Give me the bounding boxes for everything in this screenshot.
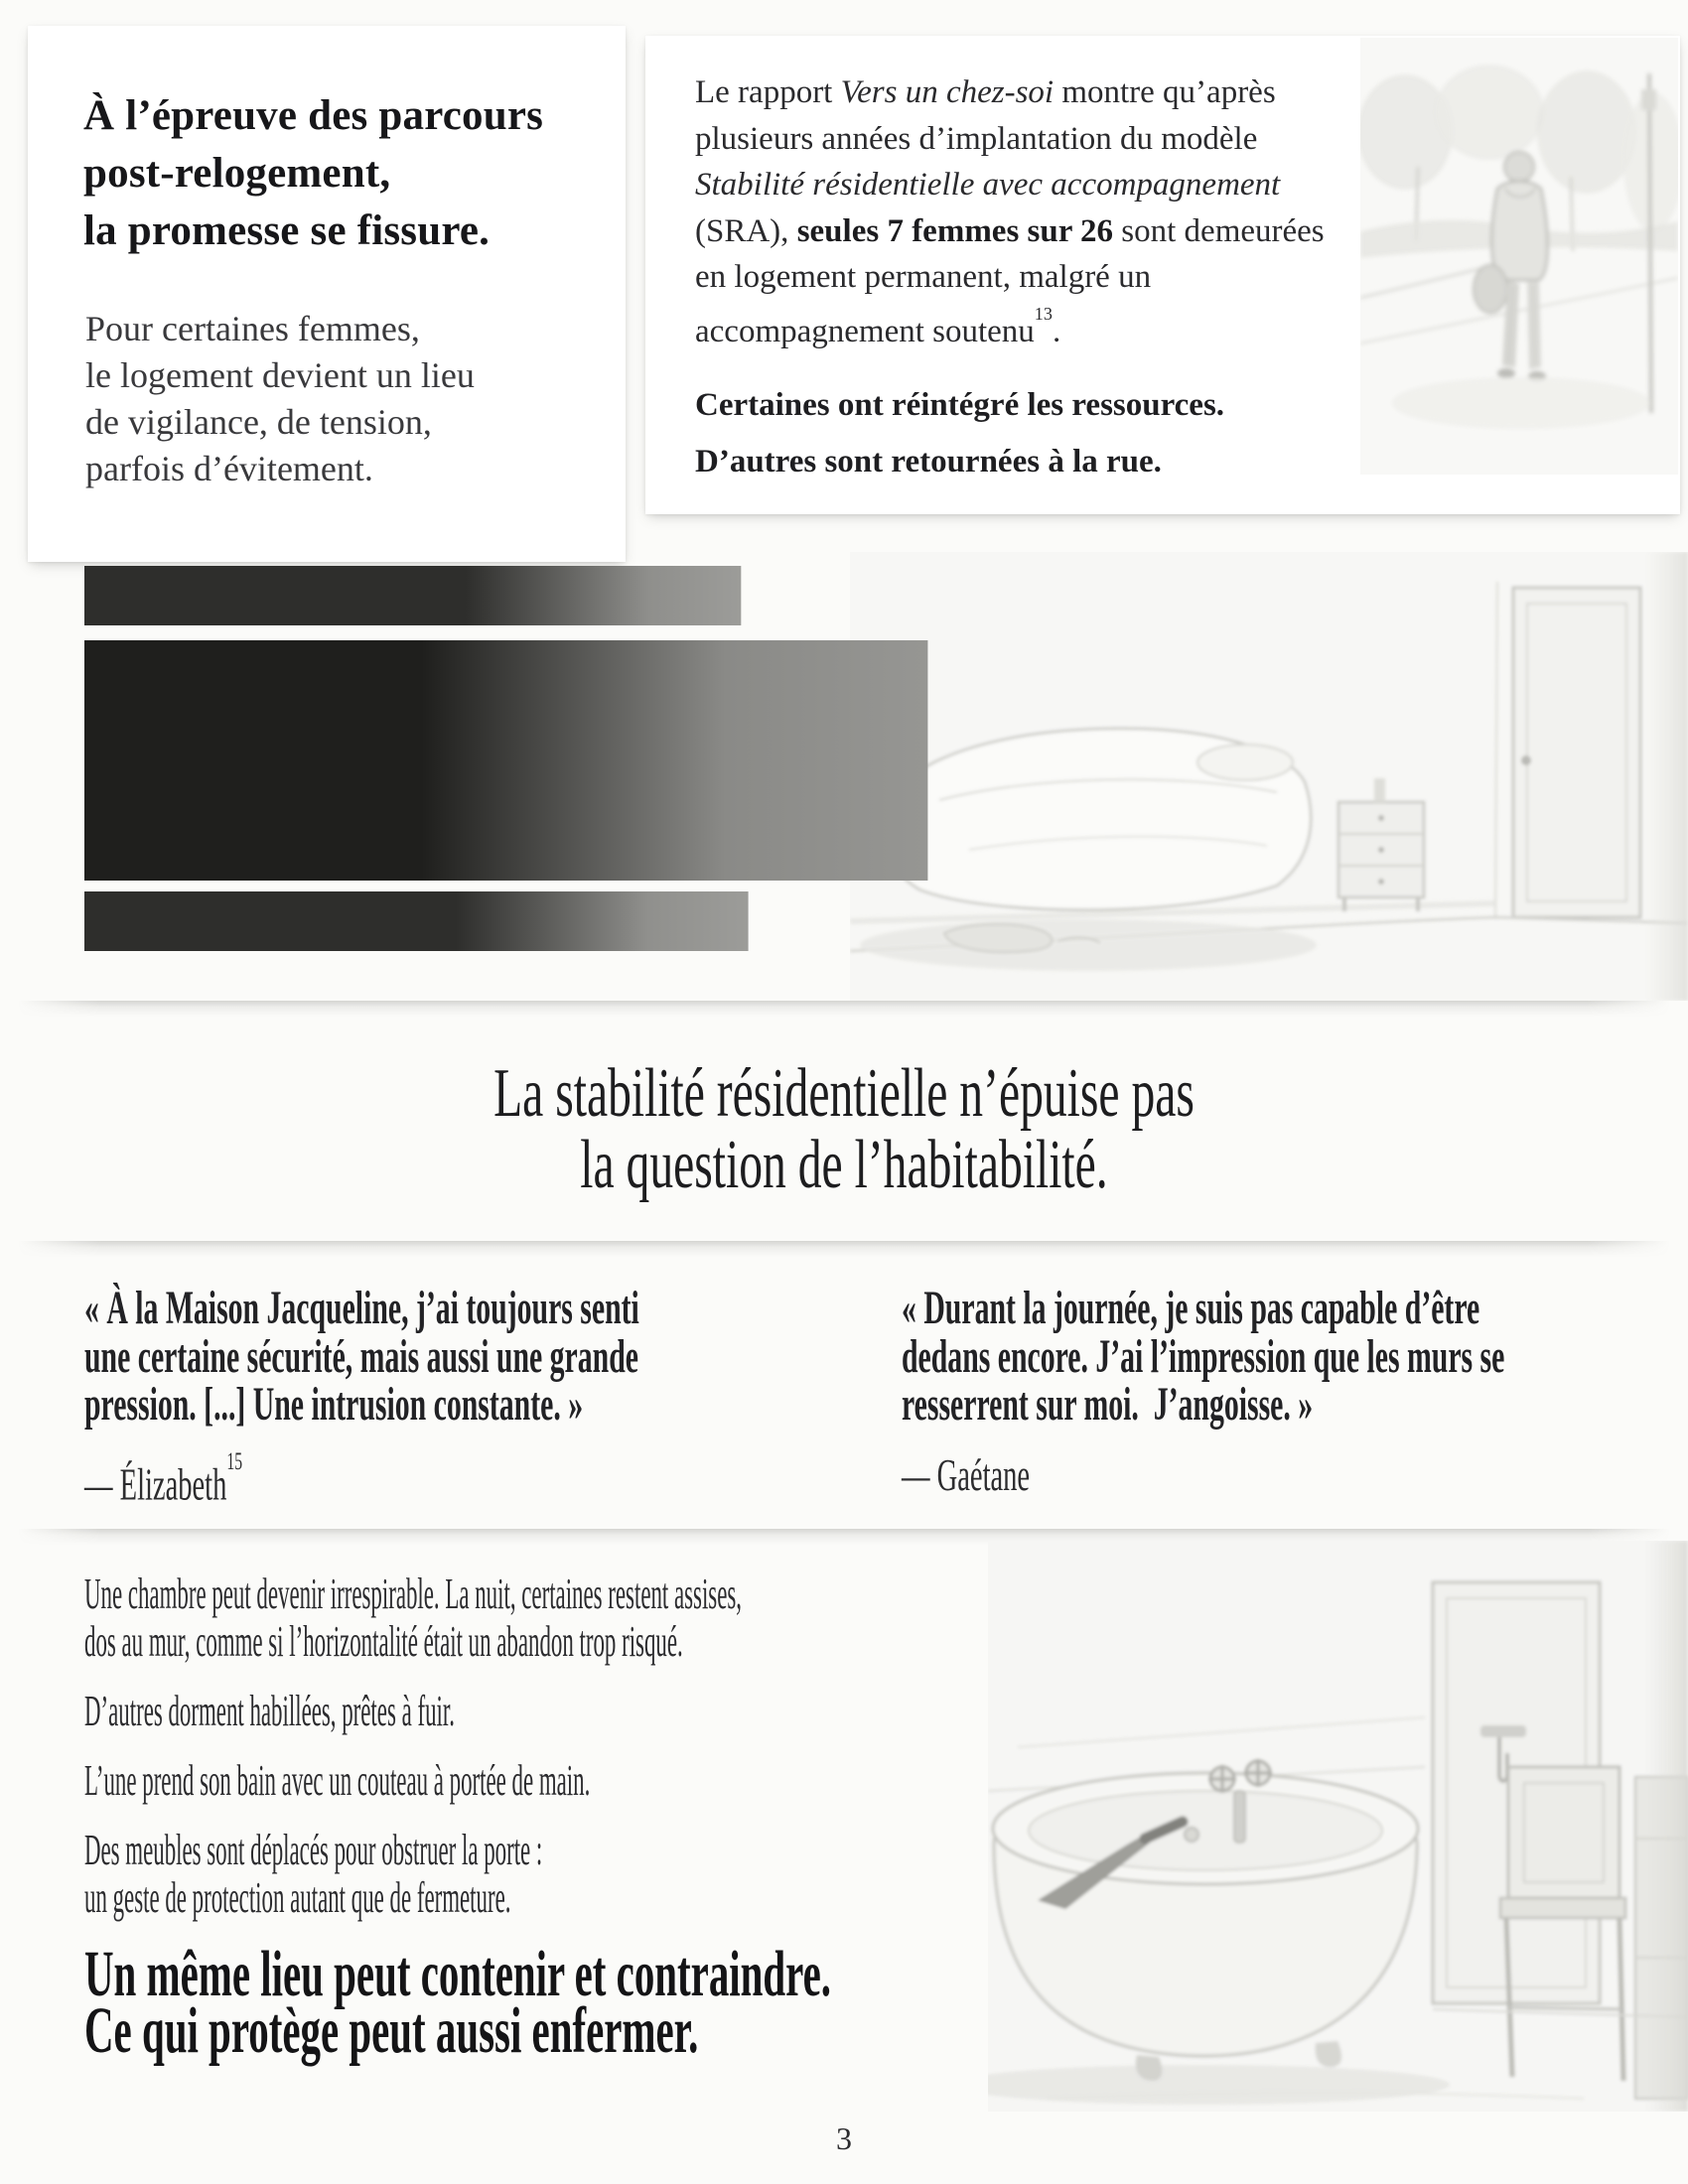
bedroom-illustration — [850, 552, 1688, 1001]
report-text: Le rapport — [695, 74, 841, 110]
cremis-intro — [84, 566, 742, 625]
bathtub-illustration — [988, 1541, 1688, 2112]
intro-card — [28, 26, 626, 562]
attribution-name: — Gaétane — [902, 1448, 1031, 1500]
testimonial-attribution — [84, 1446, 639, 1509]
body-line: Des meubles sont déplacés pour obstruer la porte : — [84, 1826, 543, 1874]
report-text: en logement permanent, malgré un — [695, 259, 1152, 295]
report-text: . — [1052, 313, 1061, 349]
section-divider — [18, 1241, 1670, 1257]
quote-line — [84, 812, 927, 882]
report-text: (SRA), — [695, 212, 797, 249]
testimonial-attribution — [902, 1448, 1504, 1500]
report-emphasis-2: D’autres sont retournées à la rue. — [695, 444, 1162, 479]
heading-line: la question de l’habitabilité. — [580, 1127, 1108, 1203]
closing-paragraph-1 — [84, 1570, 742, 1666]
footnote-ref-14 — [537, 803, 558, 840]
report-emphasis-1: Certaines ont réintégré les ressources. — [695, 387, 1225, 423]
testimonial-quote-line: « Durant la journée, je suis pas capable d’être — [902, 1282, 1480, 1334]
section-heading — [270, 1055, 1418, 1203]
report-text: montre qu’après — [1054, 74, 1276, 110]
page-number: 3 — [836, 2120, 852, 2156]
report-card — [645, 36, 1680, 514]
closing-paragraph-2 — [84, 1688, 455, 1735]
emphasis-line: Un même lieu peut contenir et contraindre. — [84, 1938, 831, 2010]
title-line: post-relogement, — [83, 150, 391, 197]
woman-walking-illustration — [1360, 38, 1678, 475]
section-divider — [18, 1001, 1670, 1017]
quote-line — [84, 754, 927, 812]
lede-line: le logement devient un lieu — [85, 355, 475, 395]
body-line: D’autres dorment habillées, prêtes à fuir. — [84, 1687, 455, 1735]
report-text: sont demeurées — [1113, 212, 1325, 249]
intro-lede — [85, 306, 475, 492]
footnote-ref-15: 15 — [226, 1446, 243, 1475]
lede-line: de vigilance, de tension, — [85, 402, 432, 442]
emphasis-line: Ce qui protège peut aussi enfermer. — [84, 1994, 699, 2067]
cremis-conclusion — [84, 891, 749, 951]
body-line: L’une prend son bain avec un couteau à portée de main. — [84, 1756, 591, 1805]
body-line: Une chambre peut devenir irrespirable. La nuit, certaines restent assises, — [84, 1570, 742, 1618]
report-paragraph — [695, 69, 1325, 354]
page-title — [83, 87, 543, 260]
key-figure: seules 7 femmes sur 26 — [796, 212, 1114, 249]
report-text: plusieurs années d’implantation du modèle — [695, 120, 1258, 157]
report-text: accompagnement soutenu — [695, 313, 1035, 349]
quote-line — [84, 640, 927, 698]
footnote-ref-13: 13 — [1034, 303, 1053, 324]
heading-line: La stabilité résidentielle n’épuise pas — [493, 1055, 1195, 1132]
testimonial-quote-line: une certaine sécurité, mais aussi une grande — [84, 1329, 638, 1383]
report-title-italic: Vers un chez-soi — [840, 74, 1055, 110]
cremis-quote — [84, 640, 927, 881]
testimonial-quote-line: resserrent sur moi. J’angoisse. » — [902, 1378, 1314, 1431]
testimonial-quote-line: pression. [...] Une intrusion constante. » — [84, 1378, 584, 1431]
closing-emphasis — [84, 1938, 831, 2067]
quote-text — [558, 819, 596, 886]
body-line: un geste de protection autant que de fermeture. — [84, 1873, 511, 1922]
quote-text — [84, 819, 537, 886]
testimonial-quote-line: « À la Maison Jacqueline, j’ai toujours senti — [84, 1282, 639, 1334]
testimonial-gaetane — [902, 1282, 1505, 1500]
lede-line: parfois d’évitement. — [85, 449, 373, 488]
lede-line: Pour certaines femmes, — [85, 309, 420, 348]
quote-line — [84, 698, 927, 755]
title-line: la promesse se fissure. — [83, 207, 491, 254]
attribution-name: — Élizabeth — [84, 1457, 227, 1509]
testimonial-elizabeth — [84, 1282, 639, 1509]
testimonial-quote-line: dedans encore. J’ai l’impression que les murs se — [902, 1329, 1505, 1383]
body-line: dos au mur, comme si l’horizontalité était un abandon trop risqué. — [84, 1617, 683, 1666]
closing-paragraph-4 — [84, 1827, 542, 1922]
closing-paragraph-3 — [84, 1757, 590, 1805]
title-line: À l’épreuve des parcours — [83, 92, 544, 139]
model-name-italic: Stabilité résidentielle avec accompagnement — [695, 167, 1281, 203]
